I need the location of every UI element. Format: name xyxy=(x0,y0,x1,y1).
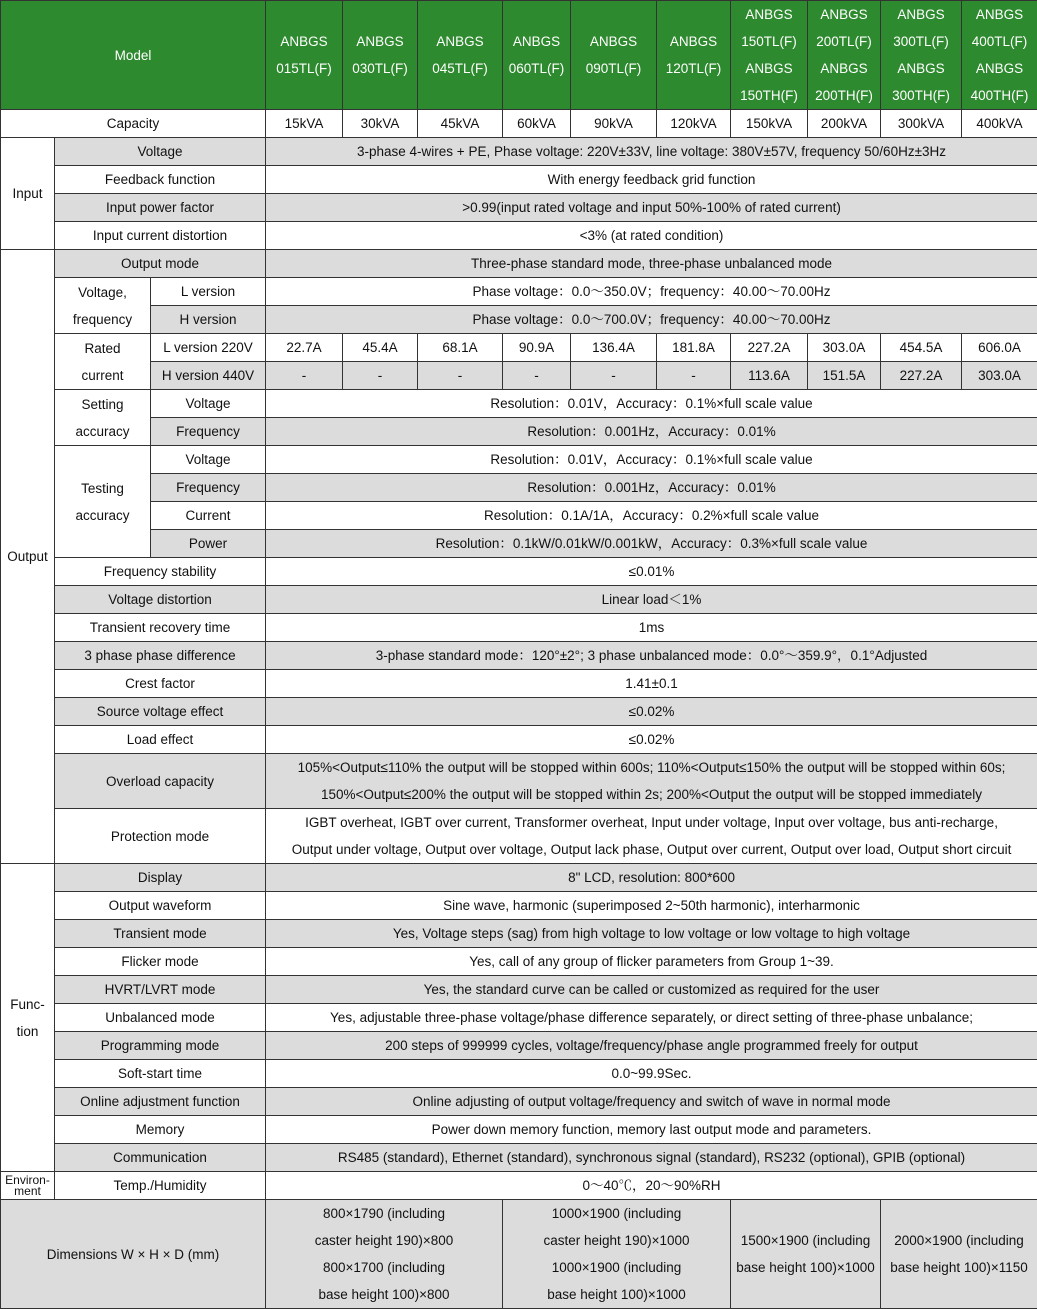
model-header: ANBGS 400TL(F) ANBGS 400TH(F) xyxy=(962,1,1037,110)
environment-group-label: Environ- ment xyxy=(1,1172,55,1200)
feedback-row xyxy=(1,166,1037,194)
overload-label: Overload capacity xyxy=(55,754,266,809)
rated-current-h-value: 227.2A xyxy=(881,362,962,390)
function-label: Transient mode xyxy=(55,920,266,948)
function-value: Power down memory function, memory last output mode and parameters. xyxy=(266,1116,1037,1144)
capacity-value: 120kVA xyxy=(657,110,731,138)
voltage-frequency-h-row xyxy=(1,306,1037,334)
capacity-value: 60kVA xyxy=(503,110,571,138)
rated-current-h-value: - xyxy=(266,362,343,390)
function-label: Online adjustment function xyxy=(55,1088,266,1116)
source-voltage-effect-value: ≤0.02% xyxy=(266,698,1037,726)
input-group-label: Input xyxy=(1,138,55,250)
function-row xyxy=(1,920,1037,948)
capacity-row xyxy=(1,110,1037,138)
capacity-value: 30kVA xyxy=(343,110,418,138)
rated-current-l-value: 227.2A xyxy=(731,334,808,362)
function-label: Display xyxy=(55,864,266,892)
capacity-value: 90kVA xyxy=(571,110,657,138)
testing-power-value: Resolution：0.1kW/0.01kW/0.001kW，Accuracy：0.3%×full scale value xyxy=(266,530,1037,558)
rated-current-h-value: - xyxy=(418,362,503,390)
protection-row xyxy=(1,809,1037,864)
rated-current-h-value: 303.0A xyxy=(962,362,1037,390)
setting-voltage-label: Voltage xyxy=(151,390,266,418)
rated-current-l-value: 90.9A xyxy=(503,334,571,362)
testing-power-row xyxy=(1,530,1037,558)
frequency-stability-row xyxy=(1,558,1037,586)
input-voltage-value: 3-phase 4-wires + PE, Phase voltage: 220V±33V, line voltage: 380V±57V, frequency 50/60Hz±3Hz xyxy=(266,138,1037,166)
phase-difference-label: 3 phase phase difference xyxy=(55,642,266,670)
feedback-label: Feedback function xyxy=(55,166,266,194)
function-label: Programming mode xyxy=(55,1032,266,1060)
overload-value: 105%<Output≤110% the output will be stopped within 600s; 110%<Output≤150% the output will be stopped within 60s; 150%<Output≤200% the output will be stopped within 2s; 200%<Output the output will be stopped immediately xyxy=(266,754,1037,809)
rated-current-h-value: 151.5A xyxy=(808,362,881,390)
dimensions-row xyxy=(1,1200,1037,1309)
dimensions-label: Dimensions W × H × D (mm) xyxy=(1,1200,266,1309)
model-header: ANBGS 030TL(F) xyxy=(343,1,418,110)
current-distortion-value: <3% (at rated condition) xyxy=(266,222,1037,250)
function-row xyxy=(1,976,1037,1004)
power-factor-row xyxy=(1,194,1037,222)
source-voltage-effect-label: Source voltage effect xyxy=(55,698,266,726)
testing-current-row xyxy=(1,502,1037,530)
overload-row xyxy=(1,754,1037,809)
model-header: ANBGS 015TL(F) xyxy=(266,1,343,110)
rated-current-l-value: 22.7A xyxy=(266,334,343,362)
load-effect-label: Load effect xyxy=(55,726,266,754)
function-value: Yes, call of any group of flicker parameters from Group 1~39. xyxy=(266,948,1037,976)
frequency-stability-value: ≤0.01% xyxy=(266,558,1037,586)
testing-voltage-row xyxy=(1,446,1037,474)
setting-voltage-value: Resolution：0.01V，Accuracy：0.1%×full scale value xyxy=(266,390,1037,418)
rated-current-l-row xyxy=(1,334,1037,362)
testing-frequency-label: Frequency xyxy=(151,474,266,502)
model-header: ANBGS 060TL(F) xyxy=(503,1,571,110)
capacity-value: 200kVA xyxy=(808,110,881,138)
function-value: Yes, Voltage steps (sag) from high voltage to low voltage or low voltage to high voltage xyxy=(266,920,1037,948)
rated-current-label: Rated current xyxy=(55,334,151,390)
crest-factor-value: 1.41±0.1 xyxy=(266,670,1037,698)
environment-value: 0～40℃，20～90%RH xyxy=(266,1172,1037,1200)
setting-accuracy-label: Setting accuracy xyxy=(55,390,151,446)
input-voltage-label: Voltage xyxy=(55,138,266,166)
load-effect-row xyxy=(1,726,1037,754)
rated-current-h-value: - xyxy=(503,362,571,390)
model-header: ANBGS 150TL(F) ANBGS 150TH(F) xyxy=(731,1,808,110)
function-value: Sine wave, harmonic (superimposed 2~50th harmonic), interharmonic xyxy=(266,892,1037,920)
current-distortion-label: Input current distortion xyxy=(55,222,266,250)
protection-label: Protection mode xyxy=(55,809,266,864)
protection-value: IGBT overheat, IGBT over current, Transformer overheat, Input under voltage, Input over voltage, bus anti-recharge, Output under voltage, Output over voltage, Output lack phase, Output over current, Output over load, Output short circuit xyxy=(266,809,1037,864)
model-header: ANBGS 300TL(F) ANBGS 300TH(F) xyxy=(881,1,962,110)
capacity-label: Capacity xyxy=(1,110,266,138)
rated-current-h-value: - xyxy=(343,362,418,390)
testing-frequency-row xyxy=(1,474,1037,502)
model-header: ANBGS 090TL(F) xyxy=(571,1,657,110)
voltage-distortion-value: Linear load＜1% xyxy=(266,586,1037,614)
output-mode-value: Three-phase standard mode, three-phase unbalanced mode xyxy=(266,250,1037,278)
phase-difference-row xyxy=(1,642,1037,670)
rated-current-l-value: 303.0A xyxy=(808,334,881,362)
function-value: Online adjusting of output voltage/frequency and switch of wave in normal mode xyxy=(266,1088,1037,1116)
voltage-distortion-row xyxy=(1,586,1037,614)
h-version-label: H version xyxy=(151,306,266,334)
setting-frequency-label: Frequency xyxy=(151,418,266,446)
output-group-label: Output xyxy=(1,250,55,864)
feedback-value: With energy feedback grid function xyxy=(266,166,1037,194)
power-factor-value: >0.99(input rated voltage and input 50%-100% of rated current) xyxy=(266,194,1037,222)
rated-current-h-row xyxy=(1,362,1037,390)
dimensions-value: 800×1790 (including caster height 190)×800 800×1700 (including base height 100)×800 xyxy=(266,1200,503,1309)
dimensions-value: 1000×1900 (including caster height 190)×1000 1000×1900 (including base height 100)×1000 xyxy=(503,1200,731,1309)
model-header: ANBGS 200TL(F) ANBGS 200TH(F) xyxy=(808,1,881,110)
source-voltage-effect-row xyxy=(1,698,1037,726)
rated-current-h-value: - xyxy=(571,362,657,390)
transient-recovery-row xyxy=(1,614,1037,642)
environment-label: Temp./Humidity xyxy=(55,1172,266,1200)
testing-current-value: Resolution：0.1A/1A，Accuracy：0.2%×full scale value xyxy=(266,502,1037,530)
function-row xyxy=(1,1116,1037,1144)
function-row xyxy=(1,1032,1037,1060)
load-effect-value: ≤0.02% xyxy=(266,726,1037,754)
phase-difference-value: 3-phase standard mode：120°±2°; 3 phase unbalanced mode：0.0°～359.9°，0.1°Adjusted xyxy=(266,642,1037,670)
output-mode-row xyxy=(1,250,1037,278)
function-label: Memory xyxy=(55,1116,266,1144)
testing-voltage-label: Voltage xyxy=(151,446,266,474)
voltage-distortion-label: Voltage distortion xyxy=(55,586,266,614)
crest-factor-label: Crest factor xyxy=(55,670,266,698)
function-value: RS485 (standard), Ethernet (standard), synchronous signal (standard), RS232 (optional), GPIB (optional) xyxy=(266,1144,1037,1172)
function-label: Flicker mode xyxy=(55,948,266,976)
testing-frequency-value: Resolution：0.001Hz，Accuracy：0.01% xyxy=(266,474,1037,502)
function-row xyxy=(1,948,1037,976)
testing-current-label: Current xyxy=(151,502,266,530)
function-value: 8" LCD, resolution: 800*600 xyxy=(266,864,1037,892)
frequency-stability-label: Frequency stability xyxy=(55,558,266,586)
rated-current-l-value: 136.4A xyxy=(571,334,657,362)
testing-voltage-value: Resolution：0.01V，Accuracy：0.1%×full scale value xyxy=(266,446,1037,474)
current-distortion-row xyxy=(1,222,1037,250)
function-row xyxy=(1,1088,1037,1116)
l-version-value: Phase voltage：0.0～350.0V；frequency：40.00～70.00Hz xyxy=(266,278,1037,306)
environment-row xyxy=(1,1172,1037,1200)
rated-current-h-value: 113.6A xyxy=(731,362,808,390)
setting-voltage-row xyxy=(1,390,1037,418)
l-version-label: L version xyxy=(151,278,266,306)
model-header: ANBGS 045TL(F) xyxy=(418,1,503,110)
setting-frequency-value: Resolution：0.001Hz，Accuracy：0.01% xyxy=(266,418,1037,446)
function-row xyxy=(1,1004,1037,1032)
rated-current-l-value: 181.8A xyxy=(657,334,731,362)
rated-current-l-value: 68.1A xyxy=(418,334,503,362)
function-label: HVRT/LVRT mode xyxy=(55,976,266,1004)
testing-accuracy-label: Testing accuracy xyxy=(55,446,151,558)
function-row xyxy=(1,1060,1037,1088)
transient-recovery-value: 1ms xyxy=(266,614,1037,642)
rated-current-h-value: - xyxy=(657,362,731,390)
voltage-frequency-label: Voltage, frequency xyxy=(55,278,151,334)
capacity-value: 400kVA xyxy=(962,110,1037,138)
voltage-frequency-l-row xyxy=(1,278,1037,306)
dimensions-value: 1500×1900 (including base height 100)×1000 xyxy=(731,1200,881,1309)
output-mode-label: Output mode xyxy=(55,250,266,278)
function-group-label: Func- tion xyxy=(1,864,55,1172)
function-row xyxy=(1,1144,1037,1172)
capacity-value: 300kVA xyxy=(881,110,962,138)
testing-power-label: Power xyxy=(151,530,266,558)
capacity-value: 15kVA xyxy=(266,110,343,138)
function-row xyxy=(1,864,1037,892)
rated-current-l-label: L version 220V xyxy=(151,334,266,362)
capacity-value: 45kVA xyxy=(418,110,503,138)
transient-recovery-label: Transient recovery time xyxy=(55,614,266,642)
rated-current-l-value: 606.0A xyxy=(962,334,1037,362)
rated-current-l-value: 45.4A xyxy=(343,334,418,362)
power-factor-label: Input power factor xyxy=(55,194,266,222)
dimensions-value: 2000×1900 (including base height 100)×1150 xyxy=(881,1200,1037,1309)
function-row xyxy=(1,892,1037,920)
function-value: 0.0~99.9Sec. xyxy=(266,1060,1037,1088)
function-value: Yes, adjustable three-phase voltage/phase difference separately, or direct setting of three-phase unbalance; xyxy=(266,1004,1037,1032)
function-value: Yes, the standard curve can be called or customized as required for the user xyxy=(266,976,1037,1004)
function-label: Unbalanced mode xyxy=(55,1004,266,1032)
rated-current-h-label: H version 440V xyxy=(151,362,266,390)
rated-current-l-value: 454.5A xyxy=(881,334,962,362)
header-row xyxy=(1,1,1037,110)
function-value: 200 steps of 999999 cycles, voltage/frequency/phase angle programmed freely for output xyxy=(266,1032,1037,1060)
input-voltage-row xyxy=(1,138,1037,166)
crest-factor-row xyxy=(1,670,1037,698)
function-label: Soft-start time xyxy=(55,1060,266,1088)
function-label: Communication xyxy=(55,1144,266,1172)
capacity-value: 150kVA xyxy=(731,110,808,138)
setting-frequency-row xyxy=(1,418,1037,446)
model-label: Model xyxy=(1,1,266,110)
model-header: ANBGS 120TL(F) xyxy=(657,1,731,110)
h-version-value: Phase voltage：0.0～700.0V；frequency：40.00～70.00Hz xyxy=(266,306,1037,334)
function-label: Output waveform xyxy=(55,892,266,920)
